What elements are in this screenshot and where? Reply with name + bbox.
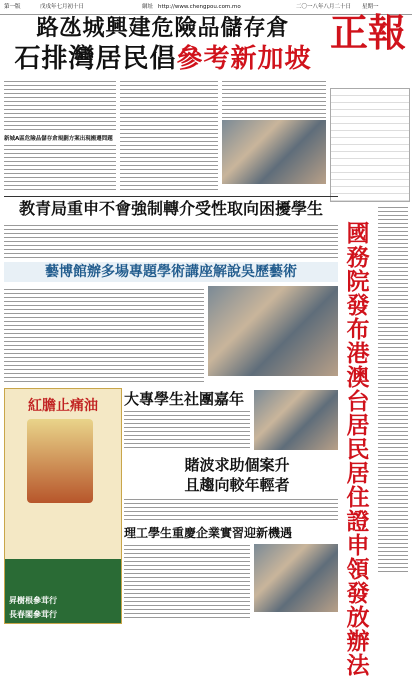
site-url[interactable]: http://www.chengpou.com.mo — [158, 4, 241, 10]
lead-body-col-3 — [222, 78, 326, 118]
story4-body — [124, 408, 250, 448]
story4-photo — [254, 390, 338, 450]
story3-headline: 藝博館辦多場專題學術講座解說吳歷藝術 — [4, 262, 338, 282]
lead-body-col-2 — [120, 78, 218, 192]
ad-shop-panel — [5, 559, 121, 623]
ad-title: 紅膽止痛油 — [28, 398, 98, 414]
ad-shop-2: 長春閣參茸行 — [9, 610, 57, 619]
story5-headline-2: 且趨向較年輕者 — [184, 476, 290, 494]
vertical-story-body — [378, 204, 408, 574]
weekday: 星期一 — [362, 4, 379, 10]
lead-subhead: 新城A區危險品儲存倉規劃方案出現搬遷問題 — [4, 136, 113, 142]
story5-headline-1: 賭波求助個案升 — [184, 456, 290, 474]
lead-headline-1: 路氹城興建危險品儲存倉 — [36, 16, 290, 41]
page-number: 第一版 — [4, 4, 21, 10]
lead-photo — [222, 120, 326, 184]
story2-body — [4, 222, 338, 258]
masthead-logo: 正報 — [330, 10, 407, 55]
lead-body-col-1 — [4, 78, 116, 132]
issue-date: 二〇一八年八月二十日 — [296, 4, 352, 10]
story4-headline: 大專學生社團嘉年 — [124, 390, 245, 408]
lunar-date: 戊戌年七月初十日 — [40, 4, 85, 10]
story5-body — [124, 496, 338, 520]
ad-product-image — [27, 419, 93, 503]
story6-body — [124, 542, 250, 620]
masthead-info-box — [330, 88, 410, 202]
lead-body-col-1b — [4, 142, 116, 192]
advertisement[interactable] — [4, 388, 122, 624]
story2-headline: 教青局重申不會強制轉介受性取向困擾學生 — [18, 199, 323, 218]
story3-body — [4, 286, 204, 382]
ad-shop-1: 昇樹根參茸行 — [9, 596, 57, 605]
story3-photo — [208, 286, 338, 376]
lead-headline-2a: 石排灣居民倡 — [14, 44, 177, 74]
divider — [4, 196, 338, 197]
story6-headline: 理工學生重慶企業實習迎新機遇 — [124, 526, 293, 540]
story6-photo — [254, 544, 338, 612]
vertical-headline: 國務院發布港澳台居民居住證申領發放辦法 — [346, 221, 370, 679]
site-prefix: 網址 — [142, 4, 154, 10]
lead-headline-2b: 參考新加坡 — [176, 44, 312, 74]
lead-headline-2 — [4, 44, 322, 74]
